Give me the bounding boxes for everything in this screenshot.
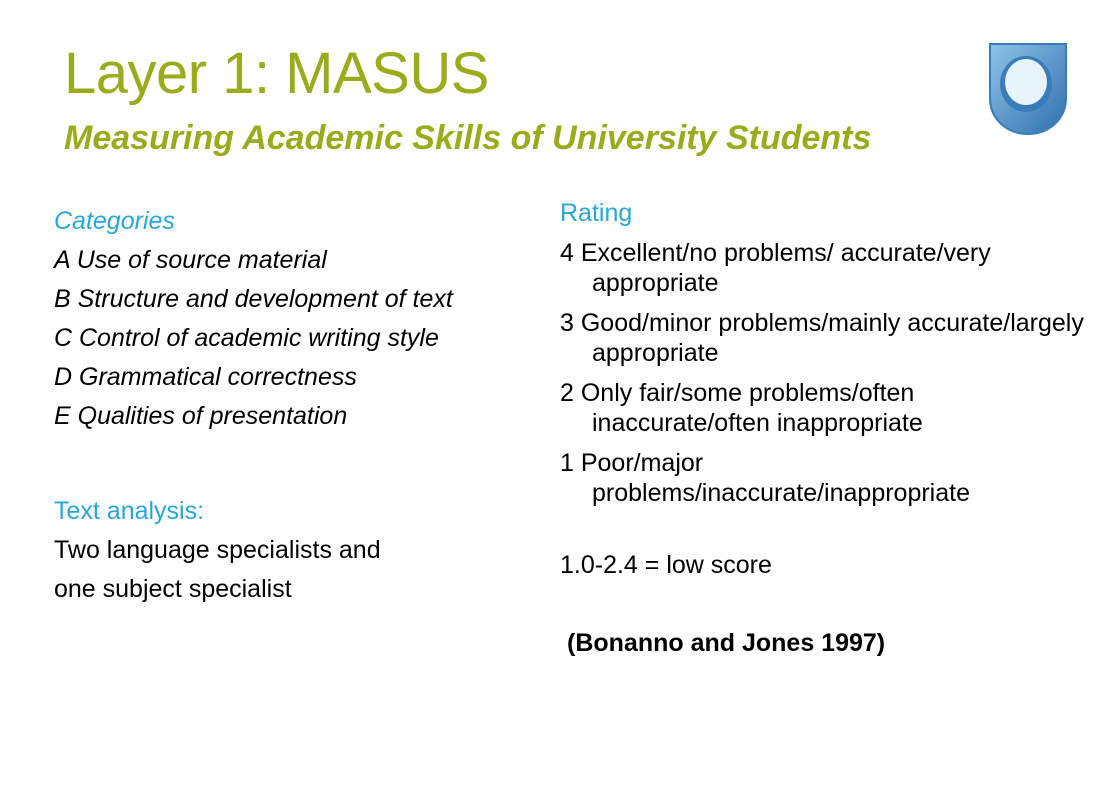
rating-item: 3 Good/minor problems/mainly accurate/largely appropriate [560,309,1084,367]
rating-item: 1 Poor/major problems/inaccurate/inappropriate [560,449,970,507]
categories-heading: Categories [54,207,175,235]
category-item: A Use of source material [54,246,327,274]
open-university-logo-icon [986,40,1070,136]
rating-item: 2 Only fair/some problems/often inaccurate/often inappropriate [560,379,923,437]
text-analysis-line: Two language specialists and [54,536,381,564]
citation: (Bonanno and Jones 1997) [567,629,886,657]
slide-subtitle: Measuring Academic Skills of University Students [64,119,872,157]
category-item: E Qualities of presentation [54,402,348,430]
rating-item: 4 Excellent/no problems/ accurate/very appropriate [560,239,991,297]
category-item: C Control of academic writing style [54,324,439,352]
low-score-note: 1.0-2.4 = low score [560,551,772,579]
rating-heading: Rating [560,199,633,227]
text-analysis-heading: Text analysis: [54,497,205,525]
text-analysis-line: one subject specialist [54,575,292,603]
category-item: B Structure and development of text [54,285,453,313]
categories-column [54,206,524,604]
rating-column [560,198,1085,658]
category-item: D Grammatical correctness [54,363,357,391]
slide-title: Layer 1: MASUS [64,41,489,106]
